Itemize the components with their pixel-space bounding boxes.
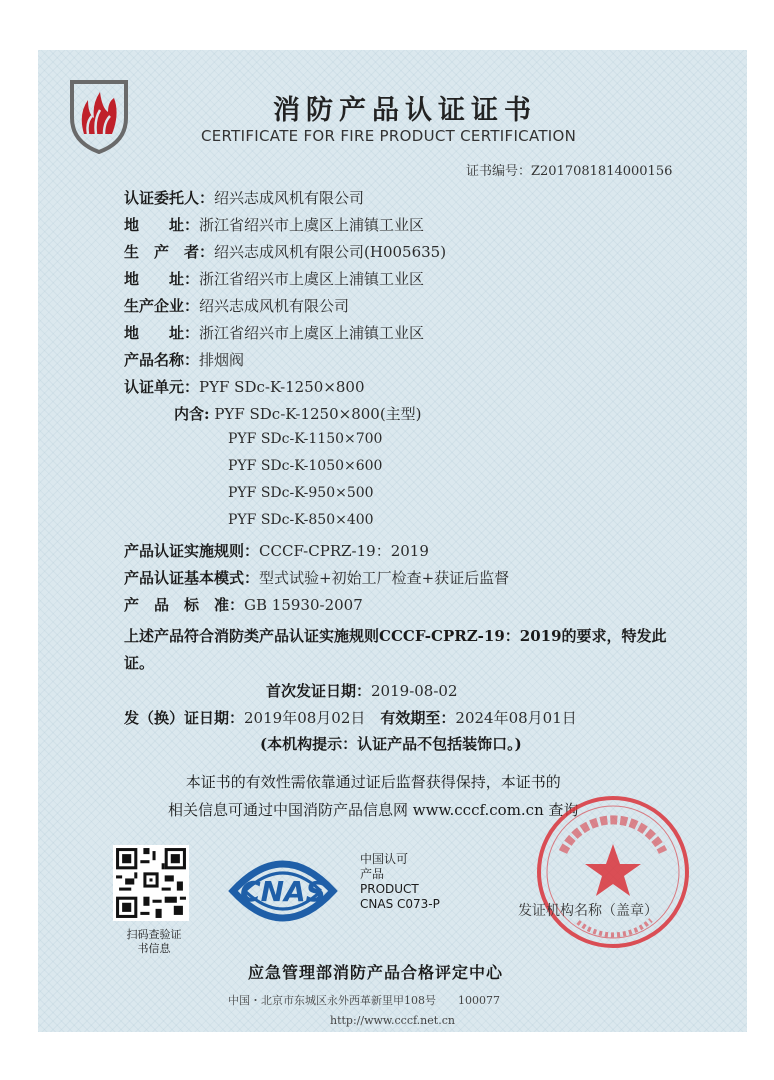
field-label: 产品名称： xyxy=(124,351,200,369)
rule-value: GB 15930-2007 xyxy=(244,596,363,614)
issuer-label: 发证机构名称（盖章） xyxy=(518,903,658,919)
cnas-accreditation-text xyxy=(360,852,470,912)
field-row xyxy=(124,241,446,262)
model-row xyxy=(174,403,422,424)
notice-line: 相关信息可通过中国消防产品信息网 www.cccf.com.cn 查询 xyxy=(168,801,579,819)
model-value: PYF SDc-K-1050×600 xyxy=(228,458,383,474)
notice-line: 本证书的有效性需依靠通过证后监督获得保持，本证书的 xyxy=(185,773,561,791)
rule-label: 产品认证基本模式： xyxy=(124,569,260,587)
field-value: 浙江省绍兴市上虞区上浦镇工业区 xyxy=(199,324,425,342)
rule-value: CCCF-CPRZ-19：2019 xyxy=(259,542,429,560)
conformity-statement: 上述产品符合消防类产品认证实施规则CCCF-CPRZ-19：2019的要求，特发此证。 xyxy=(124,627,667,672)
rule-label: 产品认证实施规则： xyxy=(124,542,260,560)
hint-row xyxy=(260,733,522,754)
field-value: PYF SDc-K-1250×800 xyxy=(199,378,365,396)
cnas-logo-icon xyxy=(223,847,343,935)
field-label: 认证单元： xyxy=(124,378,200,396)
field-label: 地 址： xyxy=(124,324,200,342)
organization-address: 中国・北京市东城区永外西革新里甲108号 100077 xyxy=(228,994,500,1007)
field-row xyxy=(124,187,364,208)
field-value: 排烟阀 xyxy=(199,351,245,369)
cnas-logo-text: CNAS xyxy=(240,875,326,908)
field-value: 绍兴志成风机有限公司 xyxy=(199,297,350,315)
cnas-line: 产品 xyxy=(360,867,385,881)
rule-row xyxy=(124,567,509,588)
date-value: 2024年08月01日 xyxy=(455,709,577,727)
field-value: 浙江省绍兴市上虞区上浦镇工业区 xyxy=(199,270,425,288)
field-label: 地 址： xyxy=(124,216,200,234)
rule-label: 产 品 标 准： xyxy=(124,596,245,614)
rule-row xyxy=(124,594,363,615)
organization-url[interactable]: http://www.cccf.net.cn xyxy=(330,1014,455,1027)
certificate-title-english: CERTIFICATE FOR FIRE PRODUCT CERTIFICATION xyxy=(201,127,577,145)
contains-label: 内含: xyxy=(174,405,210,423)
hint-text: (本机构提示：认证产品不包括装饰口。) xyxy=(260,735,522,753)
issue-validity-row xyxy=(124,707,577,728)
fire-shield-logo-icon xyxy=(64,74,134,154)
field-label: 生产企业： xyxy=(124,297,200,315)
first-issue-date xyxy=(266,680,458,701)
issuing-organization: 应急管理部消防产品合格评定中心 xyxy=(248,963,504,982)
date-label: 有效期至： xyxy=(380,709,456,727)
field-row xyxy=(124,376,365,397)
certificate-title: 消防产品认证证书 xyxy=(273,95,537,126)
cnas-line: CNAS C073-P xyxy=(360,897,440,911)
model-value: PYF SDc-K-1250×800(主型) xyxy=(214,405,422,423)
certificate-number: 证书编号：Z2017081814000156 xyxy=(466,164,673,179)
field-label: 认证委托人： xyxy=(124,189,215,207)
model-value: PYF SDc-K-950×500 xyxy=(228,485,374,501)
qr-code-icon[interactable] xyxy=(113,845,189,921)
rule-value: 型式试验+初始工厂检查+获证后监督 xyxy=(259,569,510,587)
model-value: PYF SDc-K-850×400 xyxy=(228,512,374,528)
date-label: 首次发证日期： xyxy=(266,682,372,700)
field-value: 绍兴志成风机有限公司(H005635) xyxy=(214,243,447,261)
field-label: 生 产 者： xyxy=(124,243,215,261)
field-row xyxy=(124,214,424,235)
model-value: PYF SDc-K-1150×700 xyxy=(228,431,383,447)
field-row xyxy=(124,349,244,370)
date-value: 2019-08-02 xyxy=(371,682,458,700)
field-row xyxy=(124,268,424,289)
rule-row xyxy=(124,540,429,561)
official-seal-icon xyxy=(533,792,693,952)
field-value: 绍兴志成风机有限公司 xyxy=(214,189,365,207)
field-label: 地 址： xyxy=(124,270,200,288)
certificate-sheet xyxy=(38,50,747,1032)
date-label: 发（换）证日期： xyxy=(124,709,245,727)
field-row xyxy=(124,322,424,343)
date-value: 2019年08月02日 xyxy=(244,709,366,727)
notice-text xyxy=(168,768,579,824)
qr-caption: 扫码查验证书信息 xyxy=(126,928,182,955)
field-row xyxy=(124,295,349,316)
cnas-line: PRODUCT xyxy=(360,882,419,896)
cnas-line: 中国认可 xyxy=(360,852,409,866)
field-value: 浙江省绍兴市上虞区上浦镇工业区 xyxy=(199,216,425,234)
